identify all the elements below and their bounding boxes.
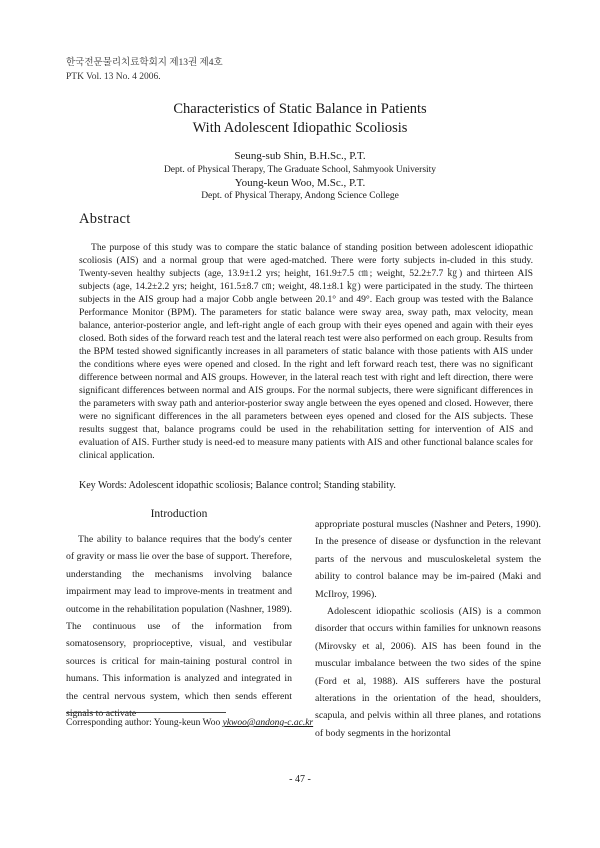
- corresponding-author-footnote: [66, 717, 313, 730]
- intro-paragraph-continued: appropriate postural muscles (Nashner and Peters, 1990). In the presence of disease or dysfunction in the relevant parts of the nervous and musculoskeletal system the ability to control balance may be im-paired (Maki and McIlroy, 1996).: [315, 519, 541, 600]
- author-1-affiliation: Dept. of Physical Therapy, The Graduate School, Sahmyook University: [163, 164, 437, 175]
- page-number: - 47 -: [289, 774, 311, 785]
- keywords: Key Words: Adolescent idopathic scoliosis; Balance control; Standing stability.: [79, 480, 396, 491]
- intro-paragraph-1: The ability to balance requires that the body's center of gravity or mass lie over the base of support. Therefore, understanding the mechanisms involving balance impairment may lead to improve-ments in treatment and outcome in the rehabilitation population (Nashner, 1989). The continuous use of the information from somatosensory, proprioceptive, visual, and vestibular sources is critical for main-taining postural control in humans. This information is analyzed and integrated in the central nervous system, which then sends efferent signals to activate: [66, 534, 292, 720]
- paper-title: [0, 100, 600, 138]
- abstract-heading: Abstract: [79, 211, 131, 227]
- footnote-label: Corresponding author: Young-keun Woo: [66, 718, 223, 728]
- journal-korean-title: 한국전문물리치료학회지 제13권 제4호: [66, 58, 223, 68]
- journal-citation: PTK Vol. 13 No. 4 2006.: [66, 72, 161, 82]
- intro-paragraph-2: Adolescent idiopathic scoliosis (AIS) is a common disorder that occurs within families for unknown reasons (Mirovsky et al, 2006). AIS has been found in the muscular imbalance between the two sides of the spine (Ford et al, 1988). AIS sufferers have the postural alterations in the orientation of the head, shoulders, scapula, and pelvis within all three planes, and rotations of body segments in the horizontal: [315, 606, 541, 739]
- abstract-body: The purpose of this study was to compare the static balance of standing position between adolescent idiopathic scoliosis (AIS) and a normal group that were aged-matched. There were forty subjects in-cluded in this study. Twenty-seven healthy subjects (age, 13.9±1.2 yrs; height, 161.9±7.5 ㎝; weight, 52.2±7.7 ㎏) and thirteen AIS subjects (age, 14.2±2.2 yrs; height, 161.5±8.7 ㎝; weight, 48.1±8.1 ㎏) were participated in the study. The thirteen subjects in the AIS group had a major Cobb angle between 20.1° and 49°. Each group was tested with the Balance Performance Monitor (BPM). The parameters for static balance were sway area, sway path, max velocity, mean balance, anterior-posterior angle, and left-right angle of each group with their eyes opened and again with their eyes closed. Both sides of the forward reach test and the lateral reach test were also performed on each group. Results from the BPM tested showed significantly increases in all parameters of static balance with those patients with AIS under the conditions where eyes were opened and closed. In the right and left forward reach test, there was no significant difference between normal and AIS groups. However, in the lateral reach test with right and left direction, there were significant differences between normal and AIS groups. For the normal subjects, there were significant differences in the parameters with sway path and anterior-posterior sway angle between the eyes opened and closed. However, there were no significant differences in the all parameters between eyes opened and closed for the AIS subjects. These results suggest that, balance programs could be used in the rehabilitation setting for intervention of AIS and evaluation of AIS. Further study is need-ed to measure many patients with AIS and other functional balance scales for clinical application.: [79, 242, 533, 461]
- footnote-rule: [66, 712, 226, 713]
- title-line-1: Characteristics of Static Balance in Patients: [173, 101, 427, 117]
- author-2-name: Young-keun Woo, M.Sc., P.T.: [234, 176, 366, 189]
- title-line-2: With Adolescent Idiopathic Scoliosis: [192, 120, 408, 136]
- author-1-name: Seung-sub Shin, B.H.Sc., P.T.: [234, 150, 366, 162]
- journal-header: [66, 56, 223, 84]
- author-email-link[interactable]: ykwoo@andong-c.ac.kr: [222, 718, 314, 728]
- introduction-heading: Introduction: [150, 508, 208, 520]
- right-column: [315, 516, 541, 742]
- author-block: [0, 150, 600, 203]
- left-column: [66, 506, 292, 722]
- author-2-affiliation: Dept. of Physical Therapy, Andong Science College: [201, 191, 399, 201]
